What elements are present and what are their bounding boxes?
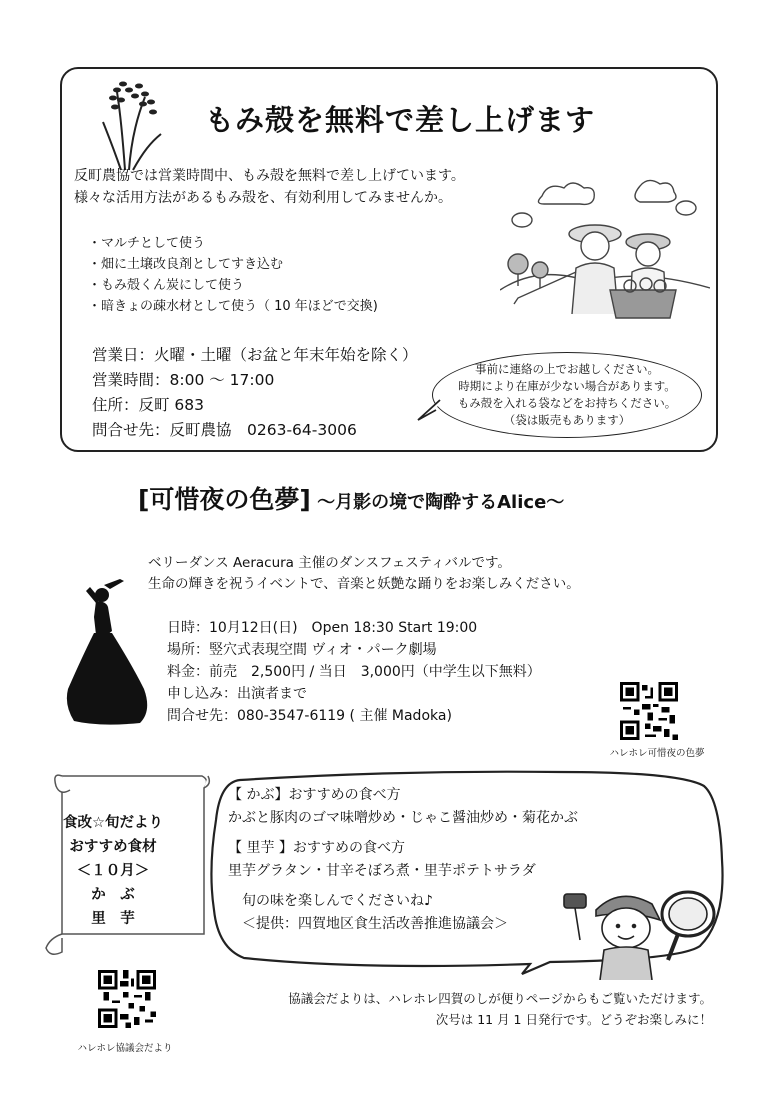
event-contact: 問合せ先：080-3547-6119 ( 主催 Madoka) (167, 708, 452, 724)
bubble-line: （袋は販売もあります） (503, 413, 631, 427)
dance-details (167, 617, 541, 727)
notice-bubble-text (436, 361, 698, 429)
scroll-line: おすすめ食材 (69, 839, 157, 855)
recipe-heading: 【 かぶ】おすすめの食べ方 (228, 787, 401, 803)
dance-intro-line: ベリーダンス Aeracura 主催のダンスフェスティバルです。 (148, 555, 511, 571)
list-item: ・もみ殻くん炭にして使う (88, 278, 245, 293)
closing-message: 旬の味を楽しんでくださいね♪ (228, 893, 433, 909)
dance-intro (148, 553, 580, 595)
rice-info (92, 343, 418, 443)
list-item: ・マルチとして使う (88, 236, 206, 251)
rice-title: もみ殻を無料で差し上げます (205, 103, 596, 137)
rice-uses-list (88, 233, 378, 317)
qr-code[interactable] (98, 970, 156, 1028)
bubble-line: もみ殻を入れる袋などをお持ちください。 (457, 396, 677, 410)
list-item: ・暗きょの疎水材として使う（ 10 年ほどで交換) (88, 299, 378, 314)
business-days: 営業日：火曜・土曜（お盆と年末年始を除く） (92, 346, 418, 364)
business-hours: 営業時間：8:00 〜 17:00 (92, 371, 275, 389)
footer-line: 協議会だよりは、ハレホレ四賀のしが便りページからもご覧いただけます。 (288, 991, 712, 1006)
footer-line: 次号は 11 月 1 日発行です。どうぞお楽しみに！ (435, 1012, 712, 1027)
cook-illustration (560, 880, 720, 980)
dance-title (138, 480, 564, 516)
scroll-line: か ぶ (91, 887, 135, 903)
event-price: 料金：前売 2,500円 / 当日 3,000円（中学生以下無料） (167, 664, 541, 680)
recipe-text (228, 784, 578, 935)
footer-note (288, 988, 712, 1030)
qr-caption: ハレホレ可惜夜の色夢 (609, 748, 705, 759)
address: 住所：反町 683 (92, 396, 205, 414)
dance-title-main: [可惜夜の色夢] (138, 485, 311, 514)
recipe-list: かぶと豚肉のゴマ味噌炒め・じゃこ醤油炒め・菊花かぶ (228, 809, 578, 826)
farmers-illustration (500, 172, 710, 322)
qr-code[interactable] (620, 682, 678, 740)
bubble-line: 時期により在庫が少ない場合があります。 (458, 379, 676, 393)
rice-intro-line: 様々な活用方法があるもみ殻を、有効利用してみませんか。 (74, 190, 452, 206)
recipe-list: 里芋グラタン・甘辛そぼろ煮・里芋ポテトサラダ (228, 862, 536, 879)
provider-credit: ＜提供：四賀地区食生活改善推進協議会＞ (228, 915, 508, 932)
dancer-silhouette (60, 577, 160, 727)
scroll-line: 里 芋 (91, 911, 135, 927)
bubble-line: 事前に連絡の上でお越しください。 (475, 362, 659, 376)
recipe-heading: 【 里芋 】おすすめの食べ方 (228, 840, 406, 856)
scroll-banner-text (52, 811, 174, 931)
rice-plant-icon (95, 72, 175, 172)
dance-intro-line: 生命の輝きを祝うイベントで、音楽と妖艶な踊りをお楽しみください。 (148, 576, 580, 592)
event-venue: 場所：竪穴式表現空間 ヴィオ・パーク劇場 (167, 642, 437, 658)
rice-intro-line: 反町農協では営業時間中、もみ殻を無料で差し上げています。 (74, 168, 465, 184)
contact: 問合せ先：反町農協 0263-64-3006 (92, 421, 357, 439)
list-item: ・畑に土壌改良剤としてすき込む (88, 257, 284, 272)
event-date: 日時：10月12日(日) Open 18:30 Start 19:00 (167, 620, 478, 636)
event-apply: 申し込み：出演者まで (167, 686, 307, 702)
rice-intro (74, 165, 465, 209)
scroll-line: 食改☆旬だより (63, 815, 163, 831)
dance-title-sub: 〜月影の境で陶酔するAlice〜 (310, 492, 565, 513)
qr-caption: ハレホレ協議会だより (77, 1043, 173, 1054)
scroll-line: ＜１０月＞ (76, 863, 150, 879)
